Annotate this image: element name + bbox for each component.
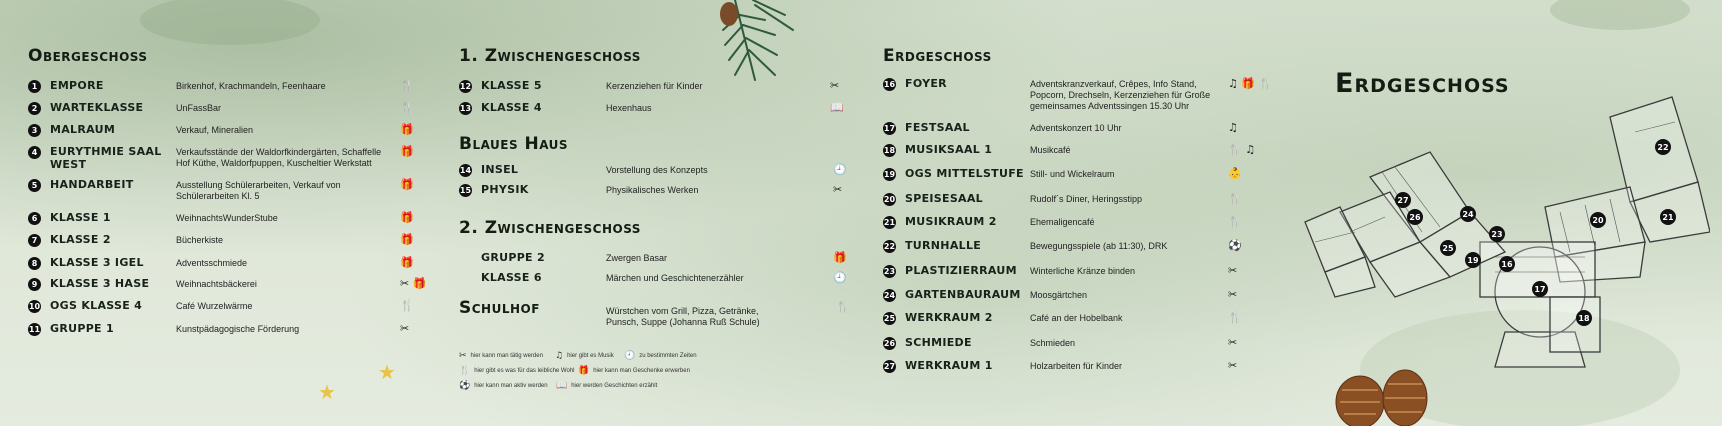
room-name: KLASSE 5 <box>481 79 542 92</box>
room-number-badge: 13 <box>459 104 472 113</box>
list-item <box>883 239 1028 253</box>
list-item <box>28 145 173 171</box>
svg-text:21: 21 <box>1662 213 1674 222</box>
activity-icon: ♫ <box>1228 121 1238 134</box>
list-item <box>883 311 1028 325</box>
map-room-marker <box>1407 209 1423 225</box>
room-number-badge: 19 <box>883 170 896 179</box>
room-name: WERKRAUM 2 <box>905 311 993 324</box>
legend-icon: ⚽ <box>459 381 471 391</box>
room-number-badge: 7 <box>28 234 41 247</box>
legend-item <box>555 351 614 361</box>
room-description: Bücherkiste <box>176 235 224 245</box>
room-description: Rudolf´s Diner, Heringsstipp <box>1030 194 1143 204</box>
map-room-marker <box>1440 240 1456 256</box>
room-description: Vorstellung des Konzepts <box>606 165 708 175</box>
list-item <box>883 121 1028 135</box>
activity-icon: ✂ <box>1228 359 1238 372</box>
room-description: Verkauf, Mineralien <box>176 125 254 135</box>
room-description: Zwergen Basar <box>606 253 668 263</box>
room-name: KLASSE 3 HASE <box>50 277 150 290</box>
room-name: GRUPPE 1 <box>50 322 114 335</box>
activity-icon: 👶 <box>1228 167 1242 180</box>
legend-label: zu bestimmten Zeiten <box>639 353 697 359</box>
activity-icon: ✂ <box>1228 336 1238 349</box>
room-description: Physikalisches Werken <box>606 185 699 195</box>
svg-text:19: 19 <box>1467 256 1479 265</box>
list-item <box>459 271 599 284</box>
room-description: Birkenhof, Krachmandeln, Feenhaare <box>176 81 326 91</box>
activity-icon: 🎁 <box>400 145 414 158</box>
star-icon: ★ <box>318 380 336 404</box>
svg-text:22: 22 <box>1657 143 1669 152</box>
room-name: GARTENBAURAUM <box>905 288 1021 301</box>
svg-text:20: 20 <box>1592 216 1604 225</box>
room-number-badge: 1 <box>28 80 41 93</box>
room-name: KLASSE 3 IGEL <box>50 256 144 269</box>
map-room-marker <box>1576 310 1592 326</box>
room-number-badge: 11 <box>28 325 41 334</box>
activity-icon: 🍴 <box>400 101 414 114</box>
activity-icon: 📖 <box>830 101 844 114</box>
room-description: Bewegungsspiele (ab 11:30), DRK <box>1030 241 1168 251</box>
room-number-badge: 20 <box>883 195 896 204</box>
room-description: Adventskranzverkauf, Crêpes, Info Stand, Popcorn, Drechseln, Kerzenziehen für Große gemeinsames Adventssingen 15.30 Uhr <box>1030 79 1211 111</box>
list-item <box>883 77 1028 91</box>
activity-icon: ✂ <box>400 322 410 335</box>
svg-text:25: 25 <box>1442 244 1454 253</box>
list-item <box>459 101 599 115</box>
room-number-badge: 12 <box>459 82 472 91</box>
room-name: EURYTHMIE SAAL WEST <box>50 145 162 171</box>
list-item <box>459 183 599 197</box>
activity-icon: 🍴 <box>1228 215 1242 228</box>
star-icon: ★ <box>378 360 396 384</box>
legend-icon: 📖 <box>556 381 568 391</box>
room-number-badge: 8 <box>28 257 41 270</box>
activity-icon: ✂ <box>830 79 840 92</box>
list-item <box>883 167 1028 181</box>
room-number-badge: 5 <box>28 179 41 192</box>
activity-icon: 🎁 <box>400 211 414 224</box>
room-number-badge: 21 <box>883 218 896 227</box>
room-description: Café an der Hobelbank <box>1030 313 1123 323</box>
room-name: KLASSE 6 <box>481 271 542 284</box>
room-number-badge: 9 <box>28 278 41 291</box>
list-item <box>28 233 173 247</box>
floor-plan-map <box>1300 92 1710 372</box>
room-name: HANDARBEIT <box>50 178 134 191</box>
map-room-marker <box>1660 209 1676 225</box>
room-number-badge: 6 <box>28 212 41 225</box>
section-title-blaues-haus: Blaues Haus <box>459 134 569 154</box>
map-room-marker <box>1590 212 1606 228</box>
legend-icon: 🎁 <box>578 366 590 376</box>
room-description: Holzarbeiten für Kinder <box>1030 361 1123 371</box>
room-description: Adventsschmiede <box>176 258 248 268</box>
map-room-marker <box>1532 281 1548 297</box>
room-name: PHYSIK <box>481 183 529 196</box>
room-number-badge: 4 <box>28 146 41 159</box>
room-name: INSEL <box>481 163 519 176</box>
room-number-badge: 25 <box>883 314 896 323</box>
room-name: EMPORE <box>50 79 104 92</box>
activity-icon: 🎁 <box>833 251 847 264</box>
activity-icon: 🎁 <box>400 256 414 269</box>
map-room-marker <box>1465 252 1481 268</box>
room-number-badge: 26 <box>883 339 896 348</box>
room-name: KLASSE 4 <box>481 101 542 114</box>
legend-icon: ✂ <box>459 351 467 361</box>
svg-text:16: 16 <box>1501 260 1513 269</box>
map-room-marker <box>1395 192 1411 208</box>
activity-icon: 🎁 <box>400 178 414 191</box>
legend-label: hier kann man Geschenke erwerben <box>593 368 690 374</box>
room-description: WeihnachtsWunderStube <box>176 213 278 223</box>
activity-icon: ✂ <box>1228 264 1238 277</box>
list-item <box>28 178 173 192</box>
svg-text:18: 18 <box>1578 314 1590 323</box>
section-title-schulhof: Schulhof <box>459 298 540 318</box>
room-name: GRUPPE 2 <box>481 251 545 264</box>
room-number-badge: 15 <box>459 186 472 195</box>
map-room-marker <box>1460 206 1476 222</box>
legend-label: hier kann man aktiv werden <box>474 383 548 389</box>
list-item <box>28 256 173 270</box>
list-item <box>883 192 1028 206</box>
room-description: Ehemaligencafé <box>1030 217 1095 227</box>
activity-icon: 🍴 <box>400 79 414 92</box>
svg-text:26: 26 <box>1409 213 1421 222</box>
legend-item <box>556 381 657 391</box>
legend-item <box>459 366 575 376</box>
room-description: Ausstellung Schülerarbeiten, Verkauf von Schülerarbeiten Kl. 5 <box>176 180 341 201</box>
list-item <box>883 143 1028 157</box>
legend-item <box>459 351 543 361</box>
list-item <box>28 211 173 225</box>
room-name: MUSIKRAUM 2 <box>905 215 997 228</box>
legend-label: hier werden Geschichten erzählt <box>571 383 658 389</box>
room-description: Musikcafé <box>1030 145 1071 155</box>
section-title-zwischengeschoss-2: 2. Zwischengeschoss <box>459 218 641 238</box>
room-number-badge: 18 <box>883 146 896 155</box>
room-name: MALRAUM <box>50 123 116 136</box>
section-title-obergeschoss: Obergeschoss <box>28 46 148 66</box>
activity-icon: 🕘 <box>833 163 847 176</box>
map-room-marker <box>1489 226 1505 242</box>
svg-text:24: 24 <box>1462 210 1474 219</box>
list-item <box>28 322 173 336</box>
room-description: Weihnachtsbäckerei <box>176 279 257 289</box>
legend-label: hier gibt es was für das leibliche Wohl <box>474 368 575 374</box>
schulhof-description: Würstchen vom Grill, Pizza, Getränke, Punsch, Suppe (Johanna Ruß Schule) <box>606 306 760 327</box>
room-description: UnFassBar <box>176 103 222 113</box>
room-name: TURNHALLE <box>905 239 982 252</box>
activity-icon: 🕘 <box>833 271 847 284</box>
room-description: Café Wurzelwärme <box>176 301 253 311</box>
section-title-erdgeschoss: Erdgeschoss <box>883 46 992 66</box>
section-title-zwischengeschoss-1: 1. Zwischengeschoss <box>459 46 641 66</box>
room-name: WERKRAUM 1 <box>905 359 993 372</box>
room-description: Kunstpädagogische Förderung <box>176 324 300 334</box>
activity-icon: 🍴 ♫ <box>1228 143 1256 156</box>
legend-item <box>624 351 697 361</box>
room-description: Kerzenziehen für Kinder <box>606 81 703 91</box>
room-name: SCHMIEDE <box>905 336 972 349</box>
list-item <box>28 123 173 137</box>
room-name: OGS KLASSE 4 <box>50 299 143 312</box>
room-description: Moosgärtchen <box>1030 290 1088 300</box>
list-item <box>459 251 599 264</box>
list-item <box>883 336 1028 350</box>
room-description: Schmieden <box>1030 338 1076 348</box>
svg-text:23: 23 <box>1491 230 1503 239</box>
activity-icon: ♫ 🎁 🍴 <box>1228 77 1273 90</box>
activity-icon: 🎁 <box>400 233 414 246</box>
room-number-badge: 10 <box>28 302 41 311</box>
legend-label: hier gibt es Musik <box>567 353 614 359</box>
list-item <box>883 288 1028 302</box>
room-number-badge: 3 <box>28 124 41 137</box>
room-description: Hexenhaus <box>606 103 652 113</box>
room-name: WARTEKLASSE <box>50 101 144 114</box>
legend-icon: ♫ <box>555 351 564 361</box>
room-name: PLASTIZIERRAUM <box>905 264 1017 277</box>
room-number-badge: 24 <box>883 291 896 300</box>
room-name: KLASSE 2 <box>50 233 111 246</box>
activity-icon: 🎁 <box>400 123 414 136</box>
room-number-badge: 27 <box>883 362 896 371</box>
legend-icon: 🍴 <box>459 366 471 376</box>
activity-icon: ✂ <box>833 183 843 196</box>
list-item <box>883 215 1028 229</box>
room-description: Winterliche Kränze binden <box>1030 266 1136 276</box>
room-number-badge: 14 <box>459 166 472 175</box>
activity-icon: ✂ <box>1228 288 1238 301</box>
room-name: KLASSE 1 <box>50 211 111 224</box>
room-description: Still- und Wickelraum <box>1030 169 1115 179</box>
room-name: FESTSAAL <box>905 121 970 134</box>
room-name: SPEISESAAL <box>905 192 983 205</box>
pine-branch-icon <box>715 0 795 90</box>
activity-icon: ⚽ <box>1228 239 1242 252</box>
activity-icon: 🍴 <box>400 299 414 312</box>
list-item <box>28 299 173 313</box>
room-name: MUSIKSAAL 1 <box>905 143 993 156</box>
svg-text:17: 17 <box>1534 285 1546 294</box>
legend-icon: 🕘 <box>624 351 636 361</box>
list-item <box>883 359 1028 373</box>
room-number-badge: 2 <box>28 102 41 115</box>
room-description: Verkaufsstände der Waldorfkindergärten, Schaffelle Hof Küthe, Waldorfpuppen, Kuscheltier Werkstatt <box>176 147 382 168</box>
legend-item <box>578 366 690 376</box>
activity-icon: 🍴 <box>1228 192 1242 205</box>
room-number-badge: 22 <box>883 242 896 251</box>
legend-item <box>459 381 548 391</box>
list-item <box>459 79 599 93</box>
activity-icon: ✂ 🎁 <box>400 277 427 290</box>
map-room-marker <box>1655 139 1671 155</box>
list-item <box>459 163 599 177</box>
svg-text:27: 27 <box>1397 196 1409 205</box>
map-title: Erdgeschoss <box>1335 68 1510 99</box>
list-item <box>28 101 173 115</box>
room-number-badge: 23 <box>883 267 896 276</box>
list-item <box>883 264 1028 278</box>
activity-icon: 🍴 <box>1228 311 1242 324</box>
room-number-badge: 16 <box>883 80 896 89</box>
room-number-badge: 17 <box>883 124 896 133</box>
legend-label: hier kann man tätig werden <box>470 353 543 359</box>
list-item <box>28 79 173 93</box>
list-item <box>28 277 173 291</box>
room-name: OGS MITTELSTUFE <box>905 167 1024 180</box>
map-room-marker <box>1499 256 1515 272</box>
food-icon: 🍴 <box>836 300 850 313</box>
room-description: Märchen und Geschichtenerzähler <box>606 273 744 283</box>
room-description: Adventskonzert 10 Uhr <box>1030 123 1122 133</box>
room-name: FOYER <box>905 77 947 90</box>
